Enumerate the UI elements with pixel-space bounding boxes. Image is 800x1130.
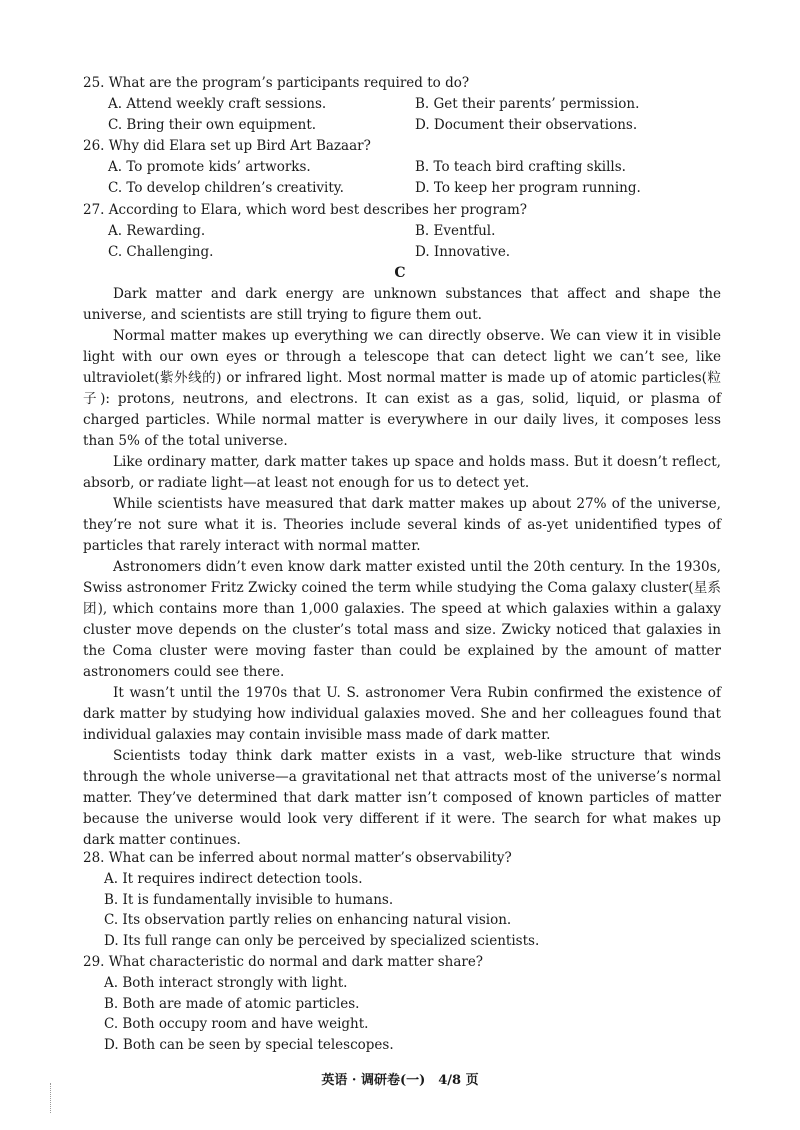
question-26-stem: 26. Why did Elara set up Bird Art Bazaar? [83,138,371,154]
reading-passage [83,284,721,851]
passage-paragraph: Normal matter makes up everything we can directly observe. We can view it in visible light with our own eyes or through a telescope that can detect light we can’t see, like ultraviolet(紫外线的) or infrared light. Most normal matter is made up of atomic particles(粒子): protons, neutrons, and electrons. It can exist as a gas, solid, liquid, or plasma of charged particles. While normal matter is everywhere in our daily lives, it composes less than 5% of the total universe. [83,328,721,449]
question-25-option-a: A. Attend weekly craft sessions. [108,96,327,112]
question-28-stem: 28. What can be inferred about normal matter’s observability? [83,850,512,866]
question-27-option-d: D. Innovative. [415,244,511,260]
passage-paragraph: Like ordinary matter, dark matter takes up space and holds mass. But it doesn’t reflect, absorb, or radiate light—at least not enough for us to detect yet. [83,454,721,491]
binding-margin-mark [50,1083,53,1113]
question-29-option-a: A. Both interact strongly with light. [104,974,348,991]
passage-paragraph: Astronomers didn’t even know dark matter existed until the 20th century. In the 1930s, Swiss astronomer Fritz Zwicky coined the term while studying the Coma galaxy cluster(星系团), which contains more than 1,000 galaxies. The speed at which galaxies within a galaxy cluster move depends on the cluster’s total mass and size. Zwicky noticed that galaxies in the Coma cluster were moving faster than could be explained by the amount of matter astronomers could see there. [83,559,721,680]
passage-paragraph: Dark matter and dark energy are unknown substances that affect and shape the universe, and scientists are still trying to figure them out. [83,286,721,323]
question-26-option-c: C. To develop children’s creativity. [108,180,344,196]
section-heading: C [394,265,406,281]
question-28-option-d: D. Its full range can only be perceived by specialized scientists. [104,933,540,950]
question-26-option-a: A. To promote kids’ artworks. [108,159,311,175]
question-28-option-c: C. Its observation partly relies on enhancing natural vision. [104,912,512,929]
passage-paragraph: Scientists today think dark matter exists in a vast, web-like structure that winds through the whole universe—a gravitational net that attracts most of the universe’s normal matter. They’ve determined that dark matter isn’t composed of known particles of matter because the universe would look very different if it were. The search for what makes up dark matter continues. [83,748,721,848]
question-25-option-d: D. Document their observations. [415,117,638,133]
question-26-option-d: D. To keep her program running. [415,180,641,196]
question-26-option-b: B. To teach bird crafting skills. [415,159,626,175]
question-25-option-c: C. Bring their own equipment. [108,117,317,133]
question-27-option-a: A. Rewarding. [108,223,206,239]
question-25-option-b: B. Get their parents’ permission. [415,96,640,112]
question-28-option-b: B. It is fundamentally invisible to humans. [104,891,394,908]
passage-paragraph: While scientists have measured that dark matter makes up about 27% of the universe, they’re not sure what it is. Theories include several kinds of as-yet unidentified types of particles that rarely interact with normal matter. [83,496,721,554]
passage-paragraph: It wasn’t until the 1970s that U. S. astronomer Vera Rubin confirmed the existence of dark matter by studying how individual galaxies moved. She and her colleagues found that individual galaxies may contain invisible mass made of dark matter. [83,685,721,743]
question-29-option-c: C. Both occupy room and have weight. [104,1016,369,1033]
question-29-option-b: B. Both are made of atomic particles. [104,995,360,1012]
question-27-option-b: B. Eventful. [415,223,496,239]
questions-bottom [83,848,723,1056]
question-25-stem: 25. What are the program’s participants required to do? [83,75,470,91]
question-29-stem: 29. What characteristic do normal and dark matter share? [83,953,484,970]
question-27-option-c: C. Challenging. [108,244,214,260]
question-28-option-a: A. It requires indirect detection tools. [104,870,363,887]
page-footer: 英语 · 调研卷(一) 4/8 页 [321,1073,479,1088]
question-29-option-d: D. Both can be seen by special telescopes. [104,1037,394,1054]
question-27-stem: 27. According to Elara, which word best describes her program? [83,202,527,218]
